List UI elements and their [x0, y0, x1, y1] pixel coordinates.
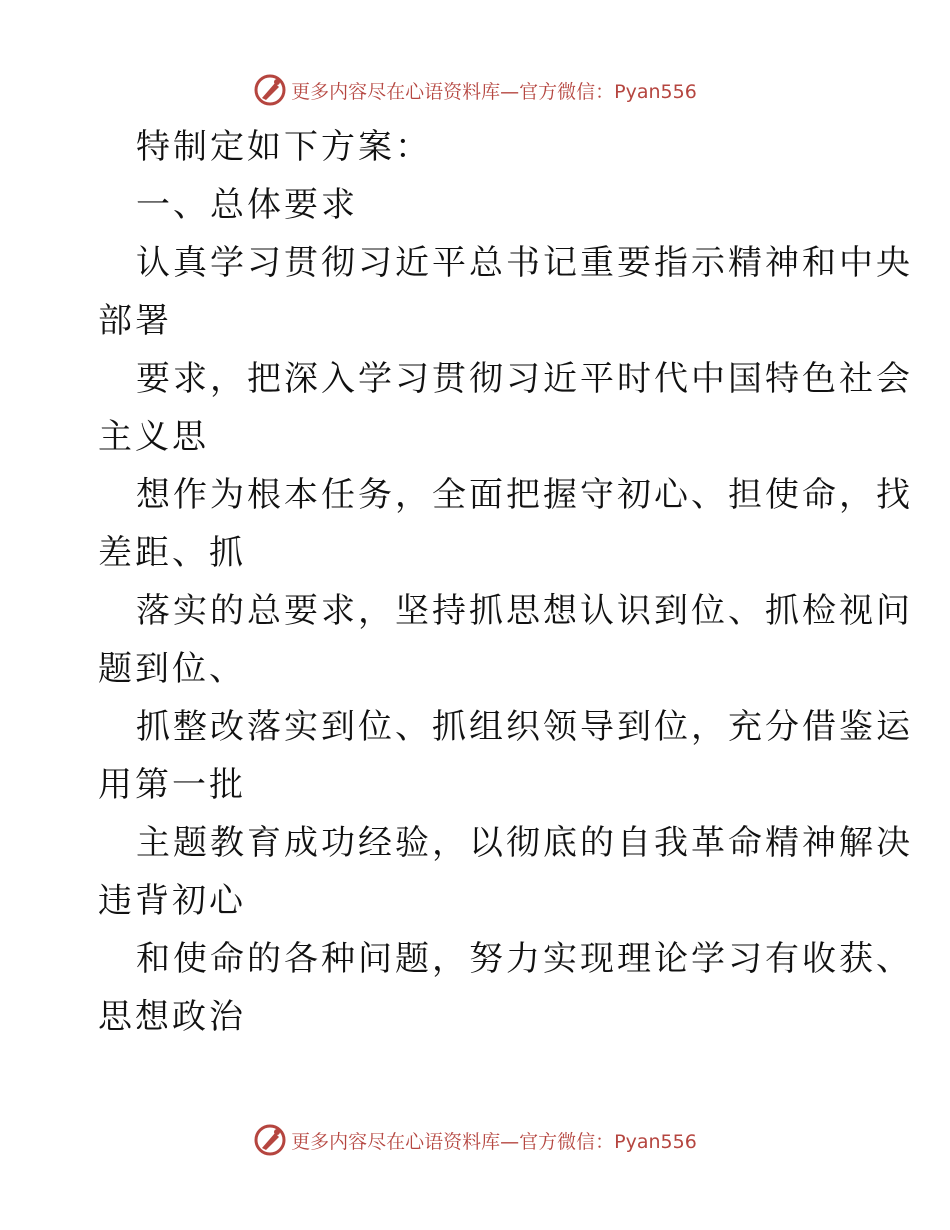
text-line: 特制定如下方案： [136, 127, 432, 167]
text-line: 抓整改落实到位、抓组织领导到位，充分借鉴运 [136, 707, 913, 747]
section-heading: 一、总体要求 [136, 185, 358, 225]
text-line: 认真学习贯彻习近平总书记重要指示精神和中央 [136, 243, 913, 283]
pen-logo-icon [253, 1123, 287, 1157]
footer-watermark [0, 1120, 950, 1160]
text-line: 用第一批 [98, 765, 246, 805]
text-line: 要求，把深入学习贯彻习近平时代中国特色社会 [136, 359, 913, 399]
text-line: 落实的总要求，坚持抓思想认识到位、抓检视问 [136, 591, 913, 631]
document-body [98, 118, 913, 1046]
text-line: 题到位、 [98, 649, 246, 689]
text-line: 和使命的各种问题，努力实现理论学习有收获、 [136, 939, 913, 979]
header-watermark-text: 更多内容尽在心语资料库—官方微信：Pyan556 [291, 80, 697, 103]
pen-logo-icon [253, 73, 287, 107]
text-line: 违背初心 [98, 881, 246, 921]
text-line: 思想政治 [98, 997, 246, 1037]
text-line: 主义思 [98, 417, 209, 457]
text-line: 部署 [98, 301, 172, 341]
text-line: 主题教育成功经验，以彻底的自我革命精神解决 [136, 823, 913, 863]
header-watermark [0, 70, 950, 110]
text-line: 差距、抓 [98, 533, 246, 573]
text-line: 想作为根本任务，全面把握守初心、担使命，找 [136, 475, 913, 515]
footer-watermark-text: 更多内容尽在心语资料库—官方微信：Pyan556 [291, 1130, 697, 1153]
